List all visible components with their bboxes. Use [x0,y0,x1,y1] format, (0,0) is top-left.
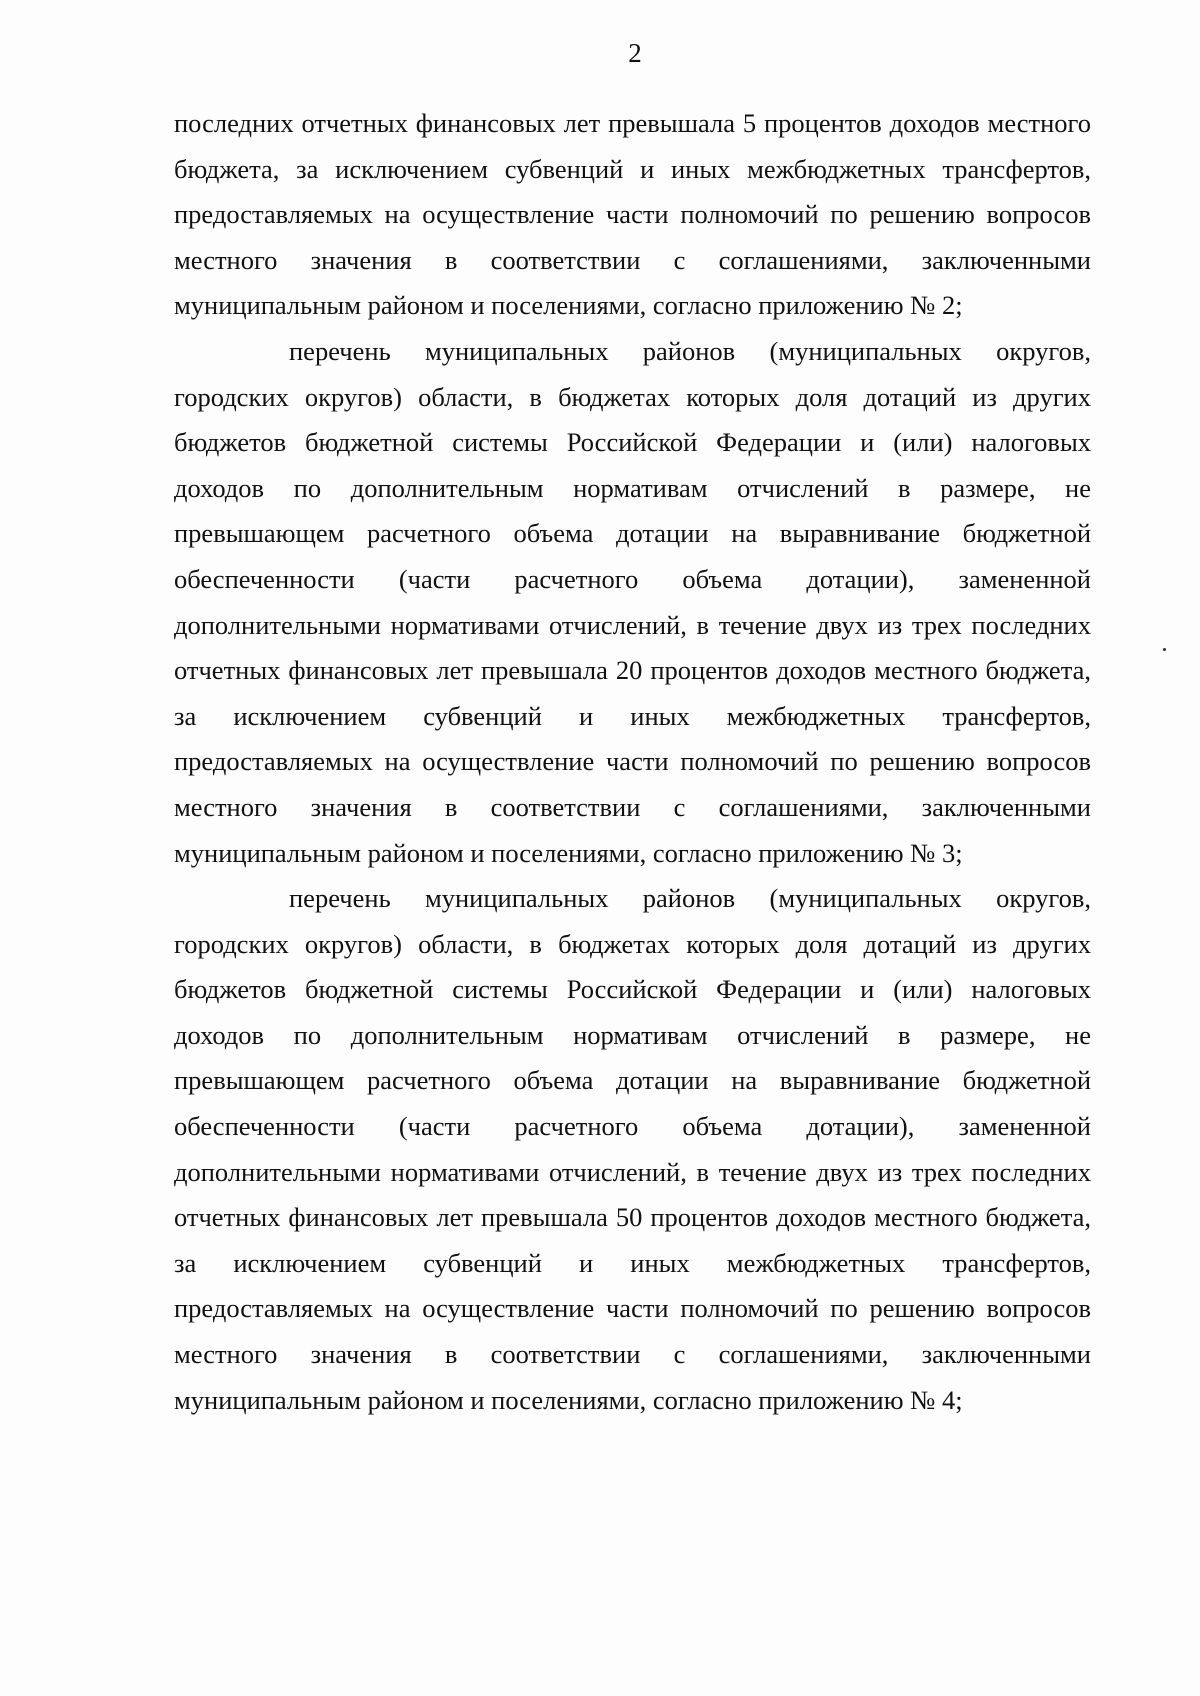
scan-speck [1163,648,1166,651]
document-body [174,101,1091,1423]
paragraph-appendix-3-list: перечень муниципальных районов (муниципальных округов, городских округов) области, в бюджетах которых доля дотаций из других бюджетов бюджетной системы Российской Федерации и (или) налоговых доходов по дополнительным нормативам отчислений в размере, не превышающем расчетного объема дотации на выравнивание бюджетной обеспеченности (части расчетного объема дотации), замененной дополнительными нормативами отчислений, в течение двух из трех последних отчетных финансовых лет превышала 20 процентов доходов местного бюджета, за исключением субвенций и иных межбюджетных трансфертов, предоставляемых на осуществление части полномочий по решению вопросов местного значения в соответствии с соглашениями, заключенными муниципальным районом и поселениями, согласно приложению № 3; [174,335,1091,868]
paragraph-appendix-4-list: перечень муниципальных районов (муниципальных округов, городских округов) области, в бюджетах которых доля дотаций из других бюджетов бюджетной системы Российской Федерации и (или) налоговых доходов по дополнительным нормативам отчислений в размере, не превышающем расчетного объема дотации на выравнивание бюджетной обеспеченности (части расчетного объема дотации), замененной дополнительными нормативами отчислений, в течение двух из трех последних отчетных финансовых лет превышала 50 процентов доходов местного бюджета, за исключением субвенций и иных межбюджетных трансфертов, предоставляемых на осуществление части полномочий по решению вопросов местного значения в соответствии с соглашениями, заключенными муниципальным районом и поселениями, согласно приложению № 4; [174,883,1091,1415]
paragraph-continuation: последних отчетных финансовых лет превышала 5 процентов доходов местного бюджета, за исключением субвенций и иных межбюджетных трансфертов, предоставляемых на осуществление части полномочий по решению вопросов местного значения в соответствии с соглашениями, заключенными муниципальным районом и поселениями, согласно приложению № 2; [174,108,1091,321]
page-number: 2 [628,38,642,68]
